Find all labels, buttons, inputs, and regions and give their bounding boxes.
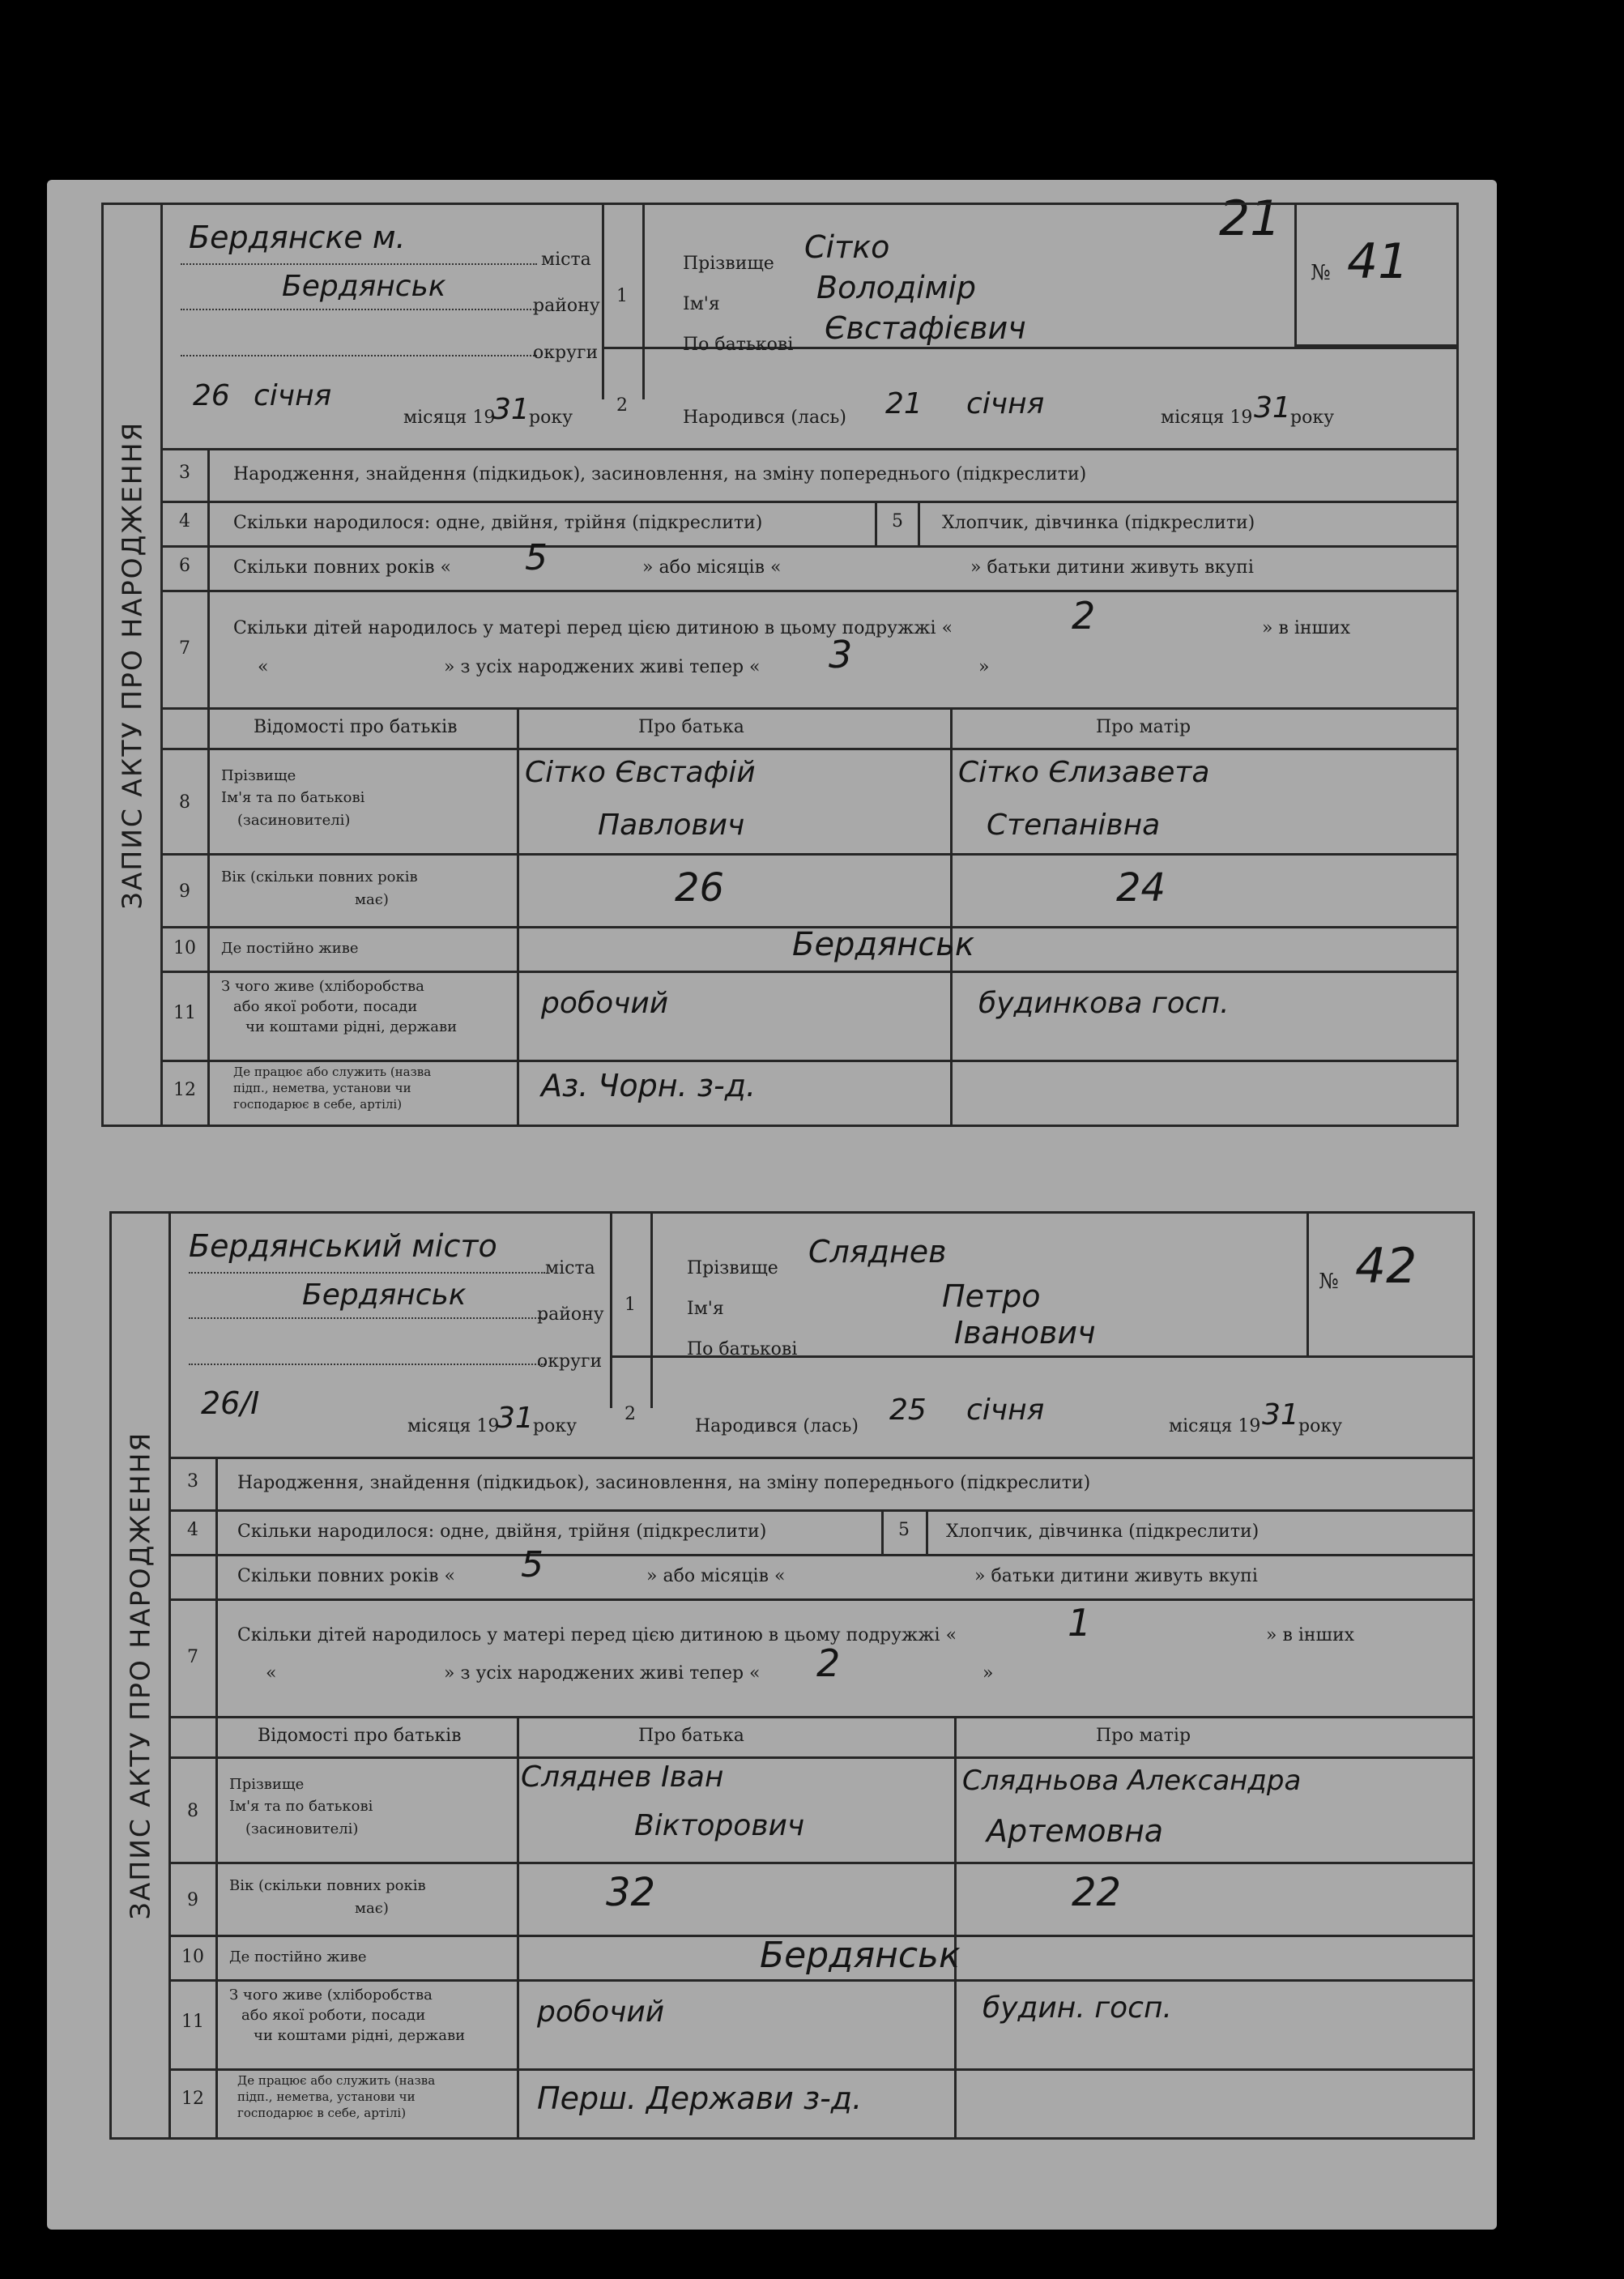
- born-month: січня: [966, 1393, 1045, 1427]
- label-no: №: [1319, 1270, 1339, 1294]
- father-work: Перш. Держави з-д.: [537, 2081, 863, 2116]
- r12-line1: Де працює або служить (назва: [233, 1065, 432, 1079]
- rayon-value: Бердянськ: [302, 1278, 467, 1312]
- header-pro-batka: Про батька: [638, 1726, 744, 1746]
- surname-value: Сітко: [804, 229, 890, 265]
- r8-line3: (засиновителі): [245, 1820, 359, 1837]
- row6-b: » або місяців «: [642, 557, 782, 578]
- born-year: 31: [1262, 1398, 1299, 1432]
- header-pro-matir: Про матір: [1096, 717, 1191, 737]
- row5-text: Хлопчик, дівчинка (підкреслити): [942, 513, 1255, 533]
- birth-record-form-2: ЗАПИС АКТУ ПРО НАРОДЖЕННЯ Бердянський місто міста Бердянськ району округи 26/I місяця 19 31 року 1 2 Прізвище Сляднев Ім'я Петро По батькові Іванович № 42 Народився (лась) 25 січня місяця 19 31 року 3 Народження, знайдення (підкидьок), засиновлення, на зміну попереднього (підкреслити) 4 Скільки народилося: одне, двійня, трійня (підкреслити) 5 Хлопчик, дівчинка (підкреслити) Скільки повних років « 5 » або місяців « » батьки дитини живуть вкупі 7 Скільки дітей народилось у матері перед цією дитиною в цьому подружжі « 1 » в інших « » з усіх народжених живі тепер « 2 » Відомості про батьків Про батька Про матір 8 Прізвище Ім'я та по батькові (засиновителі) Сляднев Іван Вікторович Слядньова Александра Артемовна 9 Вік (скільки повних років має) 32 22 10 Де постійно живе Бердянськ 11 З чого живе (хліборобства або якої роботи, посади чи коштами рідні, держави робочий будин. госп. 12 Де працює або служить (назва підп., неметва, установи чи господарює в себе, артілі) Перш. Держави з-д.: [109, 1211, 1475, 2140]
- years-together: 5: [525, 537, 548, 578]
- label-narodyvsya: Народився (лась): [695, 1416, 859, 1436]
- r11-line2: або якої роботи, посади: [233, 998, 418, 1015]
- r11-line1: З чого живе (хліборобства: [221, 978, 424, 995]
- row3-text: Народження, знайдення (підкидьок), засиновлення, на зміну попереднього (підкреслити): [233, 464, 1087, 484]
- name-value: Володімір: [816, 270, 977, 305]
- mother-name-1: Сітко Єлизавета: [958, 756, 1210, 789]
- r9-line1: Вік (скільки повних років: [221, 868, 418, 886]
- record-number: 42: [1355, 1238, 1417, 1295]
- header-vidomosti: Відомості про батьків: [258, 1726, 462, 1746]
- mother-name-1: Слядньова Александра: [962, 1765, 1302, 1797]
- row6-c: » батьки дитини живуть вкупі: [970, 557, 1254, 578]
- r11-line1: З чого живе (хліборобства: [229, 1987, 433, 2004]
- r12-line3: господарює в себе, артілі): [233, 1097, 403, 1112]
- children-before: 2: [1072, 594, 1096, 638]
- row7-b: » в інших: [1262, 618, 1351, 638]
- r12-line2: підп., неметва, установи чи: [237, 2089, 416, 2104]
- row7-e: »: [982, 1663, 994, 1684]
- label-po-batkovi: По батькові: [687, 1339, 798, 1359]
- father-age: 26: [675, 865, 725, 911]
- name-value: Петро: [942, 1278, 1041, 1314]
- father-occupation: робочий: [541, 987, 669, 1020]
- r8-line2: Ім'я та по батькові: [229, 1798, 373, 1815]
- father-name-2: Вікторович: [634, 1809, 805, 1842]
- father-work: Аз. Чорн. з-д.: [541, 1068, 757, 1103]
- born-day: 21: [885, 387, 923, 420]
- r8-line1: Прізвище: [229, 1776, 305, 1793]
- r12-line2: підп., неметва, установи чи: [233, 1081, 411, 1095]
- label-misto: міста: [541, 250, 591, 270]
- label-no: №: [1311, 261, 1331, 285]
- r8-line2: Ім'я та по батькові: [221, 789, 365, 806]
- r11-line3: чи коштами рідні, держави: [254, 2027, 466, 2044]
- label-misyatsya-2: місяця 19: [1161, 408, 1253, 428]
- label-narodyvsya: Народився (лась): [683, 408, 846, 428]
- label-rayon: району: [533, 296, 600, 316]
- r11-line3: чи коштами рідні, держави: [245, 1018, 458, 1035]
- father-age: 32: [606, 1870, 656, 1915]
- row7-a: Скільки дітей народилось у матері перед цією дитиною в цьому подружжі «: [237, 1625, 957, 1645]
- label-misyatsya: місяця 19: [407, 1416, 500, 1436]
- label-rayon: району: [537, 1304, 604, 1325]
- r9-line1: Вік (скільки повних років: [229, 1877, 426, 1894]
- label-misyatsya-2: місяця 19: [1169, 1416, 1261, 1436]
- mother-age: 22: [1072, 1870, 1122, 1915]
- label-roku: року: [533, 1416, 578, 1436]
- label-roku-2: року: [1298, 1416, 1343, 1436]
- reg-year: 31: [497, 1402, 534, 1435]
- r12-line1: Де працює або служить (назва: [237, 2073, 436, 2088]
- born-year: 31: [1254, 391, 1291, 425]
- row7-e: »: [978, 657, 990, 677]
- label-imya: Ім'я: [683, 294, 720, 314]
- r8-line3: (засиновителі): [237, 812, 351, 829]
- row3-text: Народження, знайдення (підкидьок), засиновлення, на зміну попереднього (підкреслити): [237, 1473, 1091, 1493]
- r10-label: Де постійно живе: [229, 1948, 367, 1965]
- row6-b: » або місяців «: [646, 1566, 786, 1586]
- birth-record-form-1: ЗАПИС АКТУ ПРО НАРОДЖЕННЯ Бердянске м. міста Бердянськ району округи 26 січня місяця 19 31 року 1 2 Прізвище Сітко Ім'я Володімір По батькові Євстафієвич № 41 Народився (лась) 21 січня місяця 19 31 року 3 Народження, знайдення (підкидьок), засиновлення, на зміну попереднього (підкреслити) 4 Скільки народилося: одне, двійня, трійня (підкреслити) 5 Хлопчик, дівчинка (підкреслити) 6 Скільки повних років « 5 » або місяців « » батьки дитини живуть вкупі 7 Скільки дітей народилось у матері перед цією дитиною в цьому подружжі « 2 » в інших « » з усіх народжених живі тепер « 3 » Відомості про батьків Про батька Про матір 8 Прізвище Ім'я та по батькові (засиновителі) Сітко Євстафій Павлович Сітко Єлизавета Степанівна 9 Вік (скільки повних років має) 26 24 10 Де постійно живе Бердянськ 11 З чого живе (хліборобства або якої роботи, посади чи коштами рідні, держави робочий будинкова госп. 12 Де працює або служить (назва підп., неметва, установи чи господарює в себе, артілі) Аз. Чорн. з-д.: [101, 203, 1459, 1127]
- row7-b: » в інших: [1266, 1625, 1355, 1645]
- surname-value: Сляднев: [808, 1234, 947, 1270]
- page-number: 21: [1219, 190, 1281, 247]
- row4-text: Скільки народилося: одне, двійня, трійня (підкреслити): [233, 513, 763, 533]
- father-name-1: Сляднев Іван: [521, 1760, 724, 1794]
- father-name-1: Сітко Євстафій: [525, 756, 756, 789]
- row7-a: Скільки дітей народилось у матері перед цією дитиною в цьому подружжі «: [233, 618, 953, 638]
- row7-d: » з усіх народжених живі тепер «: [444, 657, 761, 677]
- row7-c: «: [258, 657, 269, 677]
- reg-month: січня: [254, 379, 332, 412]
- row7-c: «: [266, 1663, 277, 1684]
- row4-text: Скільки народилося: одне, двійня, трійня (підкреслити): [237, 1521, 767, 1542]
- mother-occupation: будинкова госп.: [978, 987, 1230, 1020]
- children-alive: 3: [829, 633, 853, 676]
- residence: Бердянськ: [792, 926, 975, 963]
- father-occupation: робочий: [537, 1995, 665, 2029]
- children-alive: 2: [816, 1641, 841, 1685]
- row7-d: » з усіх народжених живі тепер «: [444, 1663, 761, 1684]
- r8-line1: Прізвище: [221, 767, 296, 784]
- father-name-2: Павлович: [598, 809, 745, 842]
- label-prizvyshche: Прізвище: [683, 254, 774, 274]
- header-pro-batka: Про батька: [638, 717, 744, 737]
- born-day: 25: [889, 1393, 927, 1427]
- label-misto: міста: [545, 1258, 595, 1278]
- reg-day: 26: [193, 379, 230, 412]
- reg-year: 31: [492, 393, 530, 426]
- record-number: 41: [1347, 233, 1409, 290]
- label-okrug: округи: [533, 343, 599, 363]
- row6-a: Скільки повних років «: [237, 1566, 455, 1586]
- r9-line2: має): [355, 891, 389, 908]
- side-label: ЗАПИС АКТУ ПРО НАРОДЖЕННЯ: [104, 205, 163, 1125]
- header-vidomosti: Відомості про батьків: [254, 717, 458, 737]
- patronymic-value: Євстафієвич: [825, 310, 1026, 346]
- city-value: Бердянський місто: [189, 1228, 497, 1264]
- row6-c: » батьки дитини живуть вкупі: [974, 1566, 1258, 1586]
- mother-age: 24: [1116, 865, 1166, 911]
- label-prizvyshche: Прізвище: [687, 1258, 778, 1278]
- reg-day: 26/I: [201, 1385, 260, 1421]
- row5-text: Хлопчик, дівчинка (підкреслити): [946, 1521, 1260, 1542]
- label-okrug: округи: [537, 1351, 603, 1372]
- city-value: Бердянске м.: [189, 220, 406, 255]
- r11-line2: або якої роботи, посади: [241, 2007, 426, 2024]
- r12-line3: господарює в себе, артілі): [237, 2106, 407, 2120]
- children-before: 1: [1068, 1601, 1092, 1645]
- label-po-batkovi: По батькові: [683, 335, 794, 355]
- label-misyatsya: місяця 19: [403, 408, 496, 428]
- mother-name-2: Степанівна: [987, 809, 1161, 842]
- rayon-value: Бердянськ: [282, 270, 446, 303]
- born-month: січня: [966, 387, 1045, 420]
- header-pro-matir: Про матір: [1096, 1726, 1191, 1746]
- label-imya: Ім'я: [687, 1299, 724, 1319]
- r10-label: Де постійно живе: [221, 940, 359, 957]
- side-label: ЗАПИС АКТУ ПРО НАРОДЖЕННЯ: [112, 1214, 171, 2137]
- residence: Бердянськ: [760, 1935, 961, 1976]
- patronymic-value: Іванович: [954, 1315, 1096, 1351]
- r9-line2: має): [355, 1900, 389, 1917]
- years-together: 5: [521, 1544, 543, 1585]
- label-roku-2: року: [1290, 408, 1335, 428]
- mother-name-2: Артемовна: [987, 1813, 1164, 1849]
- mother-occupation: будин. госп.: [982, 1991, 1172, 2025]
- row6-a: Скільки повних років «: [233, 557, 451, 578]
- label-roku: року: [529, 408, 573, 428]
